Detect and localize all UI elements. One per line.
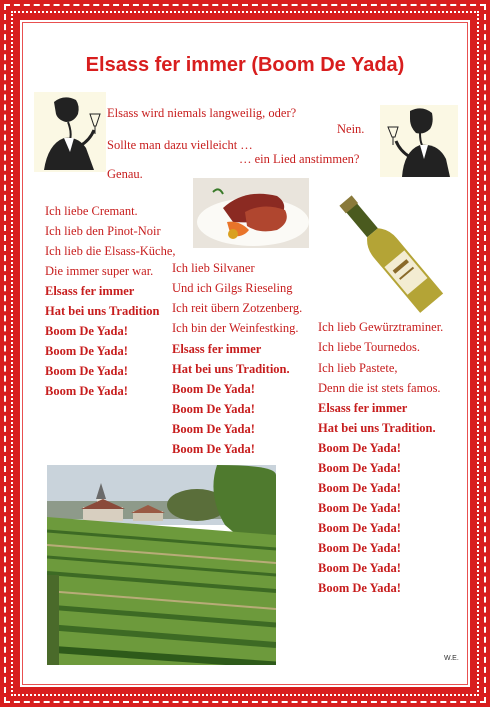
lyric-line: Boom De Yada! xyxy=(318,521,401,535)
dialog-line: Elsass wird niemals langweilig, oder? xyxy=(107,106,297,120)
man-drinking-sketch-left xyxy=(34,92,106,172)
lyric-line: Ich bin der Weinfestking. xyxy=(172,321,299,335)
page-title: Elsass fer immer (Boom De Yada) xyxy=(85,54,405,76)
dialog-line: Genau. xyxy=(107,167,143,181)
lyric-line: Elsass fer immer xyxy=(45,284,135,298)
food-photo xyxy=(193,178,309,248)
lyric-line: Boom De Yada! xyxy=(172,422,255,436)
lyric-line: Boom De Yada! xyxy=(172,442,255,456)
lyric-line: Boom De Yada! xyxy=(318,481,401,495)
lyric-line: Boom De Yada! xyxy=(45,344,128,358)
lyric-line: Ich liebe Cremant. xyxy=(45,204,138,218)
lyric-line: Boom De Yada! xyxy=(318,581,401,595)
man-drinking-sketch-right xyxy=(380,105,458,177)
lyric-line: Elsass fer immer xyxy=(318,401,408,415)
lyric-line: Boom De Yada! xyxy=(45,384,128,398)
lyric-line: Ich lieb den Pinot-Noir xyxy=(45,224,161,238)
vineyard-village-photo xyxy=(47,465,276,665)
lyric-line: Boom De Yada! xyxy=(172,382,255,396)
dialog-line: Nein. xyxy=(337,122,365,136)
lyric-line: Hat bei uns Tradition. xyxy=(318,421,436,435)
lyric-line: Boom De Yada! xyxy=(45,364,128,378)
lyric-line: Elsass fer immer xyxy=(172,342,262,356)
lyric-line: Boom De Yada! xyxy=(318,501,401,515)
lyric-line: Boom De Yada! xyxy=(318,561,401,575)
lyric-line: Ich lieb Pastete, xyxy=(318,361,398,375)
lyric-line: Hat bei uns Tradition. xyxy=(172,362,290,376)
lyric-line: Hat bei uns Tradition xyxy=(45,304,160,318)
lyric-line: Und ich Gilgs Rieseling xyxy=(172,281,293,295)
lyric-line: Boom De Yada! xyxy=(318,541,401,555)
lyric-line: Denn die ist stets famos. xyxy=(318,381,441,395)
lyric-line: Ich liebe Tournedos. xyxy=(318,340,420,354)
signature: W.E. xyxy=(444,655,459,662)
lyric-line: Ich lieb die Elsass-Küche, xyxy=(45,244,176,258)
dialog-line: Sollte man dazu vielleicht … xyxy=(107,138,253,152)
lyric-line: Ich lieb Silvaner xyxy=(172,261,255,275)
lyric-line: Boom De Yada! xyxy=(172,402,255,416)
lyric-line: Boom De Yada! xyxy=(45,324,128,338)
wine-bottle-photo xyxy=(330,190,448,315)
lyric-line: Boom De Yada! xyxy=(318,441,401,455)
lyric-line: Die immer super war. xyxy=(45,264,154,278)
lyric-line: Boom De Yada! xyxy=(318,461,401,475)
lyric-line: Ich reit übern Zotzenberg. xyxy=(172,301,303,315)
lyric-line: Ich lieb Gewürztraminer. xyxy=(318,320,444,334)
dialog-line: … ein Lied anstimmen? xyxy=(239,152,360,166)
